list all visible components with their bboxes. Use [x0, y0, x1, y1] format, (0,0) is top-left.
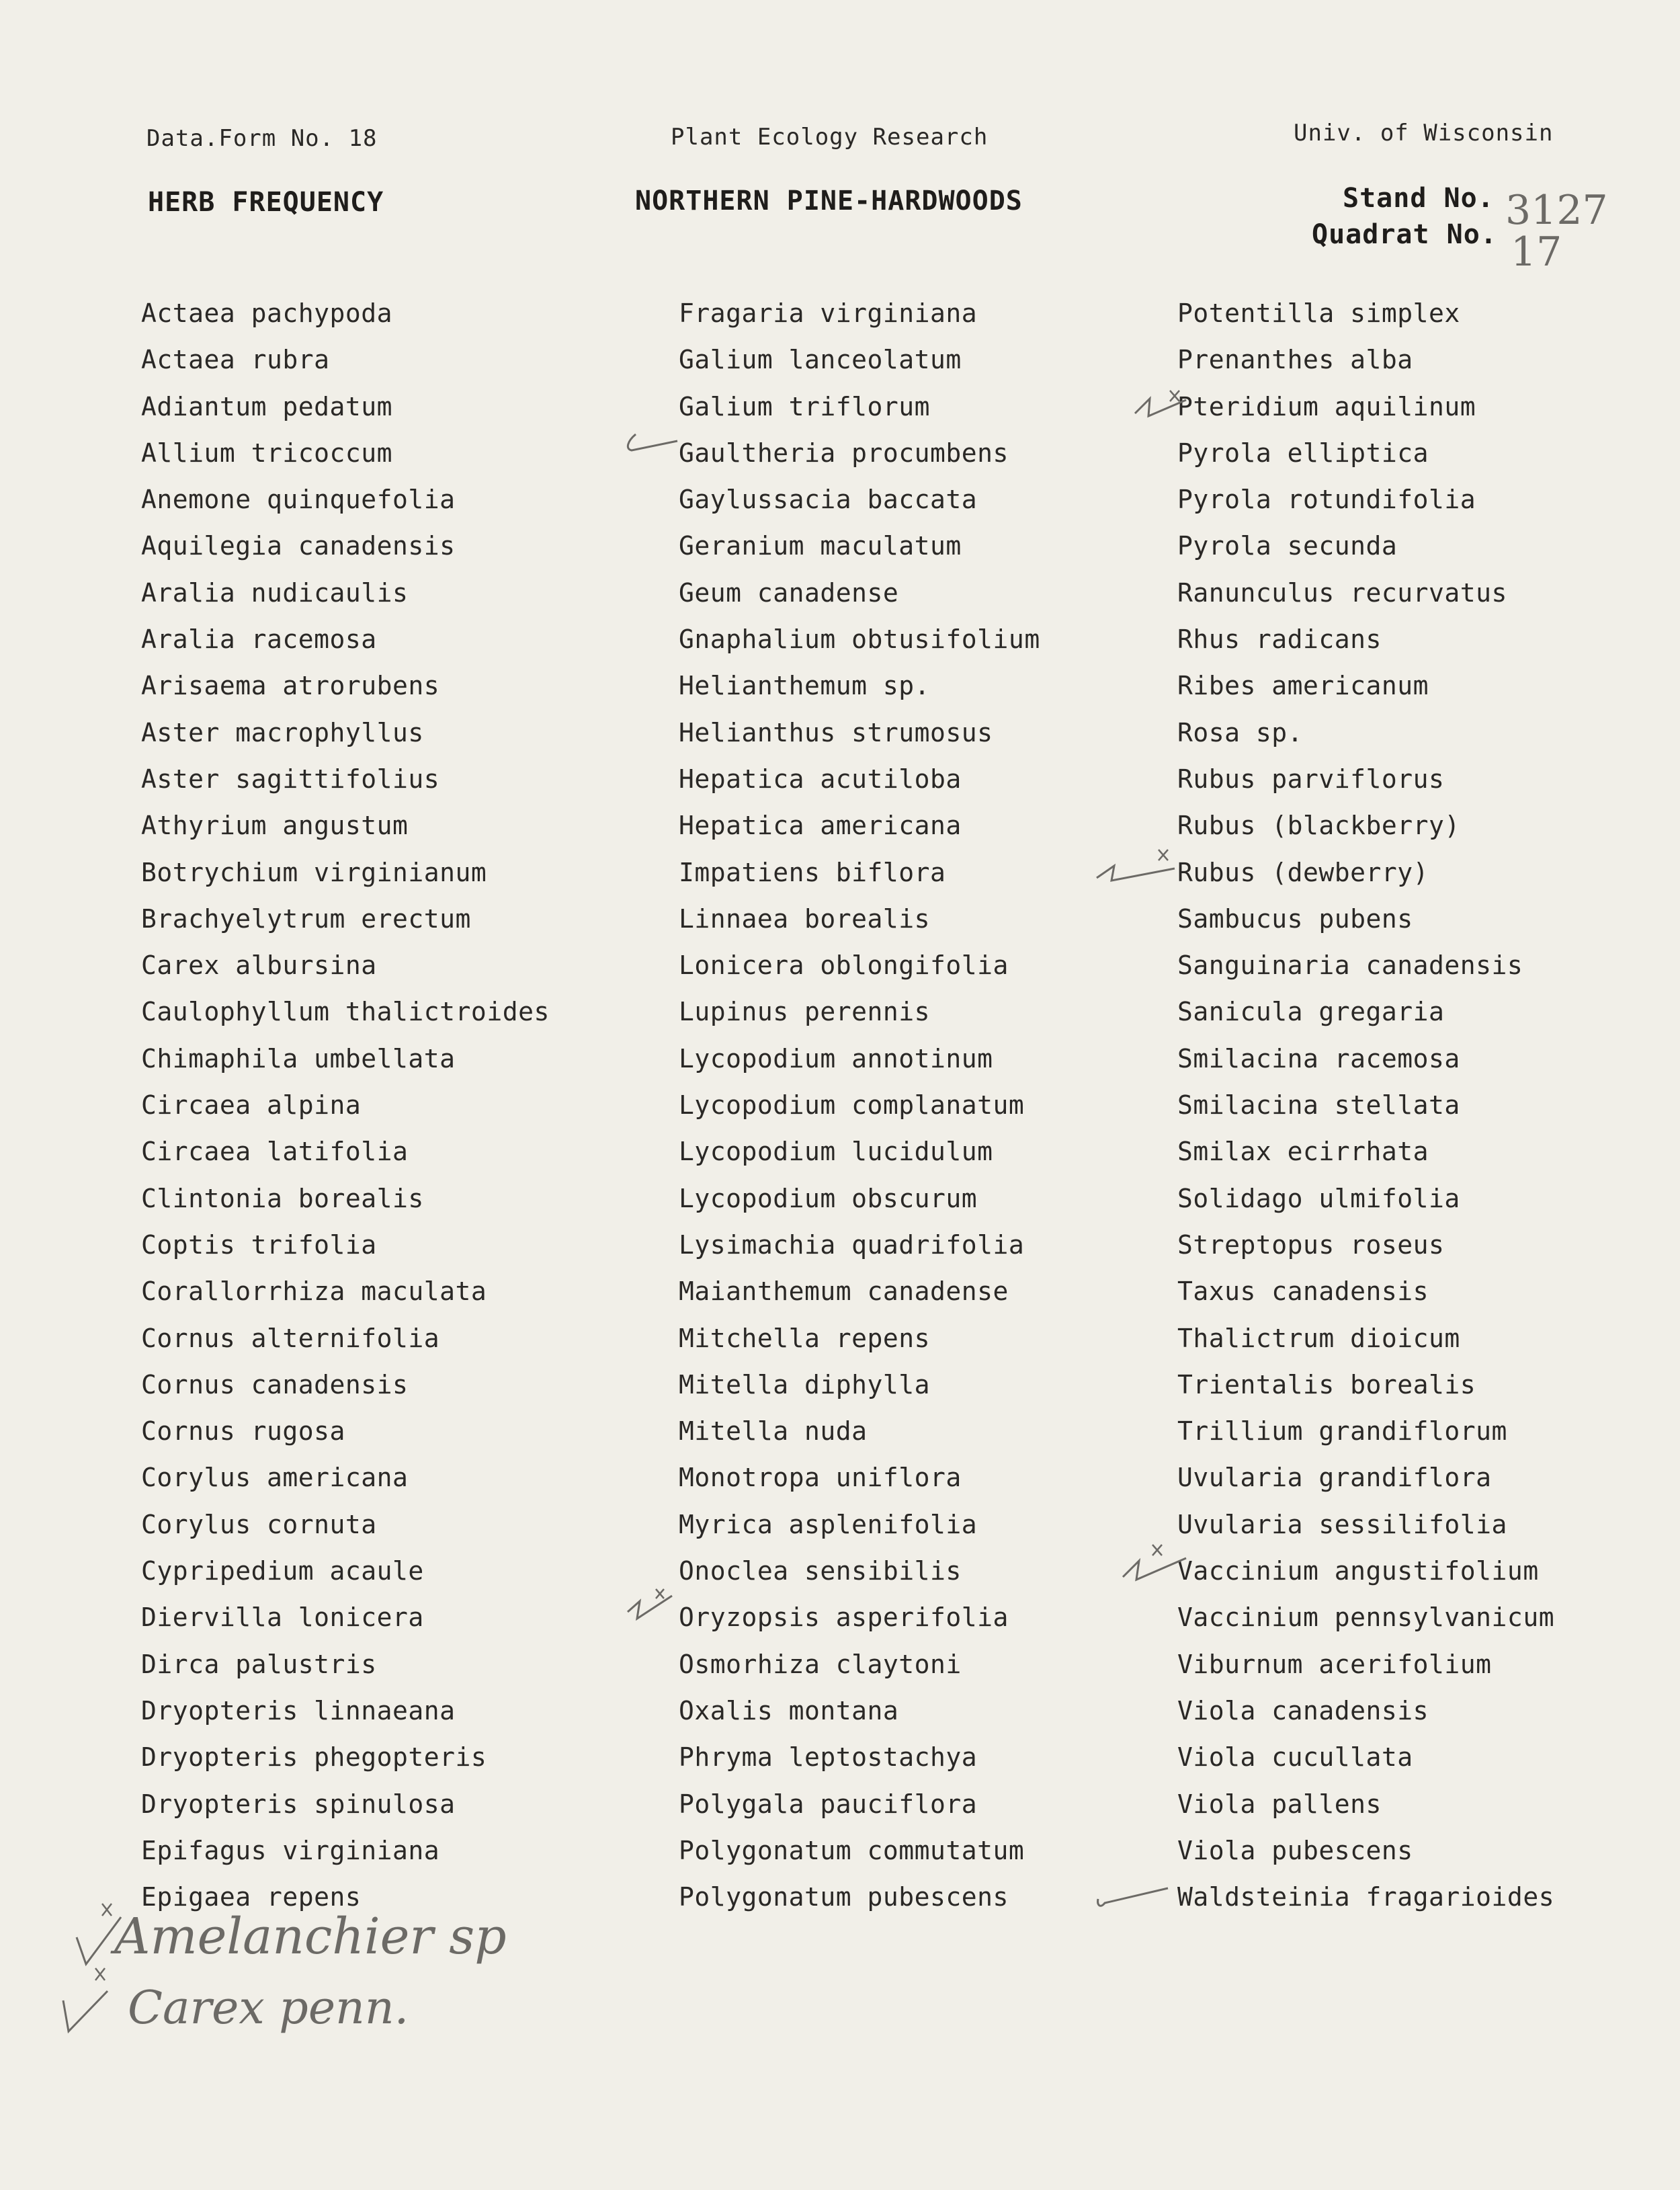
species-item: Corylus cornuta	[141, 1509, 377, 1539]
species-item: Corylus americana	[141, 1463, 409, 1493]
species-item: Gaylussacia baccata	[679, 485, 978, 515]
species-item: Vaccinium angustifolium	[1177, 1556, 1539, 1586]
species-item: Trillium grandiflorum	[1177, 1416, 1507, 1447]
species-item: Ranunculus recurvatus	[1177, 577, 1507, 608]
species-item: Aralia racemosa	[141, 624, 377, 655]
species-item: Lysimachia quadrifolia	[679, 1229, 1025, 1260]
species-item: Helianthus strumosus	[679, 717, 993, 747]
species-item: Monotropa uniflora	[679, 1463, 962, 1493]
stand-label: Stand No.	[1343, 183, 1495, 214]
check-mark-oryzopsis	[625, 1586, 679, 1627]
check-mark-rubus-dewberry	[1094, 846, 1188, 886]
species-item: Oryzopsis asperifolia	[679, 1603, 1009, 1633]
organization: Plant Ecology Research	[671, 124, 989, 151]
species-item: Thalictrum dioicum	[1177, 1323, 1460, 1353]
species-item: Lycopodium lucidulum	[679, 1137, 993, 1167]
species-item: Phryma leptostachya	[679, 1742, 978, 1773]
species-item: Trientalis borealis	[1177, 1369, 1476, 1400]
species-item: Carex albursina	[141, 950, 377, 981]
species-item: Diervilla lonicera	[141, 1603, 424, 1633]
species-item: Dirca palustris	[141, 1649, 377, 1679]
species-item: Cypripedium acaule	[141, 1556, 424, 1586]
species-item: Potentilla simplex	[1177, 298, 1460, 328]
species-item: Uvularia sessilifolia	[1177, 1509, 1507, 1539]
species-item: Hepatica americana	[679, 811, 962, 841]
species-item: Ribes americanum	[1177, 671, 1429, 701]
species-item: Cornus rugosa	[141, 1416, 345, 1447]
species-item: Smilacina stellata	[1177, 1090, 1460, 1121]
species-item: Allium tricoccum	[141, 438, 393, 468]
species-item: Gnaphalium obtusifolium	[679, 624, 1040, 655]
species-item: Polygonatum commutatum	[679, 1835, 1025, 1865]
species-item: Circaea alpina	[141, 1090, 362, 1121]
species-item: Chimaphila umbellata	[141, 1043, 456, 1073]
species-item: Geum canadense	[679, 577, 899, 608]
species-item: Pteridium aquilinum	[1177, 391, 1476, 421]
species-item: Myrica asplenifolia	[679, 1509, 978, 1539]
species-item: Mitchella repens	[679, 1323, 931, 1353]
species-item: Rubus (dewberry)	[1177, 857, 1429, 887]
species-item: Polygonatum pubescens	[679, 1882, 1009, 1912]
species-item: Onoclea sensibilis	[679, 1556, 962, 1586]
species-item: Hepatica acutiloba	[679, 764, 962, 794]
handwritten-species-2: Carex penn.	[128, 1982, 409, 2035]
species-item: Coptis trifolia	[141, 1229, 377, 1260]
species-item: Lupinus perennis	[679, 997, 931, 1027]
species-item: Fragaria virginiana	[679, 298, 978, 328]
species-item: Taxus canadensis	[1177, 1276, 1429, 1307]
species-item: Lycopodium complanatum	[679, 1090, 1025, 1121]
species-item: Viola canadensis	[1177, 1695, 1429, 1726]
check-mark-waldsteinia	[1094, 1879, 1175, 1912]
species-item: Epifagus virginiana	[141, 1835, 440, 1865]
species-item: Rhus radicans	[1177, 624, 1382, 655]
species-item: Aralia nudicaulis	[141, 577, 409, 608]
quadrat-number-value: 17	[1511, 229, 1562, 276]
species-item: Viola cucullata	[1177, 1742, 1413, 1773]
species-column-1	[141, 290, 550, 1920]
species-item: Dryopteris linnaeana	[141, 1695, 456, 1726]
species-item: Actaea rubra	[141, 345, 330, 375]
species-item: Aster sagittifolius	[141, 764, 440, 794]
species-item: Rosa sp.	[1177, 717, 1304, 747]
species-item: Rubus parviflorus	[1177, 764, 1445, 794]
species-item: Sambucus pubens	[1177, 903, 1413, 934]
species-item: Clintonia borealis	[141, 1183, 424, 1213]
species-item: Actaea pachypoda	[141, 298, 393, 328]
species-item: Galium lanceolatum	[679, 345, 962, 375]
species-item: Prenanthes alba	[1177, 345, 1413, 375]
species-item: Lycopodium annotinum	[679, 1043, 993, 1073]
species-item: Cornus canadensis	[141, 1369, 409, 1400]
species-item: Osmorhiza claytoni	[679, 1649, 962, 1679]
check-mark-carex-penn	[59, 1964, 120, 2038]
species-item: Sanicula gregaria	[1177, 997, 1445, 1027]
species-item: Lonicera oblongifolia	[679, 950, 1009, 981]
species-item: Mitella nuda	[679, 1416, 868, 1447]
species-item: Circaea latifolia	[141, 1137, 409, 1167]
species-item: Arisaema atrorubens	[141, 671, 440, 701]
species-item: Waldsteinia fragarioides	[1177, 1882, 1555, 1912]
species-item: Impatiens biflora	[679, 857, 946, 887]
community-title: NORTHERN PINE-HARDWOODS	[635, 186, 1023, 216]
species-column-2	[679, 290, 1040, 1920]
species-item: Uvularia grandiflora	[1177, 1463, 1492, 1493]
species-item: Dryopteris spinulosa	[141, 1789, 456, 1819]
form-number: Data.Form No. 18	[146, 125, 378, 152]
species-item: Cornus alternifolia	[141, 1323, 440, 1353]
species-item: Epigaea repens	[141, 1882, 362, 1912]
species-item: Caulophyllum thalictroides	[141, 997, 550, 1027]
species-item: Mitella diphylla	[679, 1369, 931, 1400]
species-item: Pyrola elliptica	[1177, 438, 1429, 468]
species-item: Solidago ulmifolia	[1177, 1183, 1460, 1213]
species-item: Aquilegia canadensis	[141, 531, 456, 561]
university: Univ. of Wisconsin	[1294, 120, 1554, 147]
species-item: Polygala pauciflora	[679, 1789, 978, 1819]
species-item: Streptopus roseus	[1177, 1229, 1445, 1260]
quadrat-label: Quadrat No.	[1312, 219, 1497, 250]
species-item: Pyrola secunda	[1177, 531, 1398, 561]
species-item: Rubus (blackberry)	[1177, 811, 1460, 841]
species-item: Brachyelytrum erectum	[141, 903, 471, 934]
species-item: Maianthemum canadense	[679, 1276, 1009, 1307]
species-item: Pyrola rotundifolia	[1177, 485, 1476, 515]
species-item: Dryopteris phegopteris	[141, 1742, 487, 1773]
species-item: Oxalis montana	[679, 1695, 899, 1726]
species-item: Adiantum pedatum	[141, 391, 393, 421]
check-mark-pteridium	[1132, 387, 1193, 420]
species-item: Geranium maculatum	[679, 531, 962, 561]
species-item: Helianthemum sp.	[679, 671, 931, 701]
species-item: Viola pubescens	[1177, 1835, 1413, 1865]
species-column-3	[1177, 290, 1554, 1920]
stand-number-value: 3127	[1505, 187, 1608, 234]
species-item: Lycopodium obscurum	[679, 1183, 978, 1213]
check-mark-vaccinium-angustifolium	[1119, 1539, 1193, 1586]
handwritten-species-1: Amelanchier sp	[114, 1908, 507, 1965]
species-item: Gaultheria procumbens	[679, 438, 1009, 468]
species-item: Smilax ecirrhata	[1177, 1137, 1429, 1167]
species-item: Aster macrophyllus	[141, 717, 424, 747]
species-item: Linnaea borealis	[679, 903, 931, 934]
check-mark-gaultheria	[624, 432, 684, 458]
species-item: Botrychium virginianum	[141, 857, 487, 887]
form-title: HERB FREQUENCY	[148, 187, 384, 218]
species-item: Galium triflorum	[679, 391, 931, 421]
species-item: Vaccinium pennsylvanicum	[1177, 1603, 1555, 1633]
species-item: Sanguinaria canadensis	[1177, 950, 1523, 981]
species-item: Smilacina racemosa	[1177, 1043, 1460, 1073]
species-item: Athyrium angustum	[141, 811, 409, 841]
species-item: Viburnum acerifolium	[1177, 1649, 1492, 1679]
species-item: Corallorrhiza maculata	[141, 1276, 487, 1307]
species-item: Anemone quinquefolia	[141, 485, 456, 515]
species-item: Viola pallens	[1177, 1789, 1382, 1819]
